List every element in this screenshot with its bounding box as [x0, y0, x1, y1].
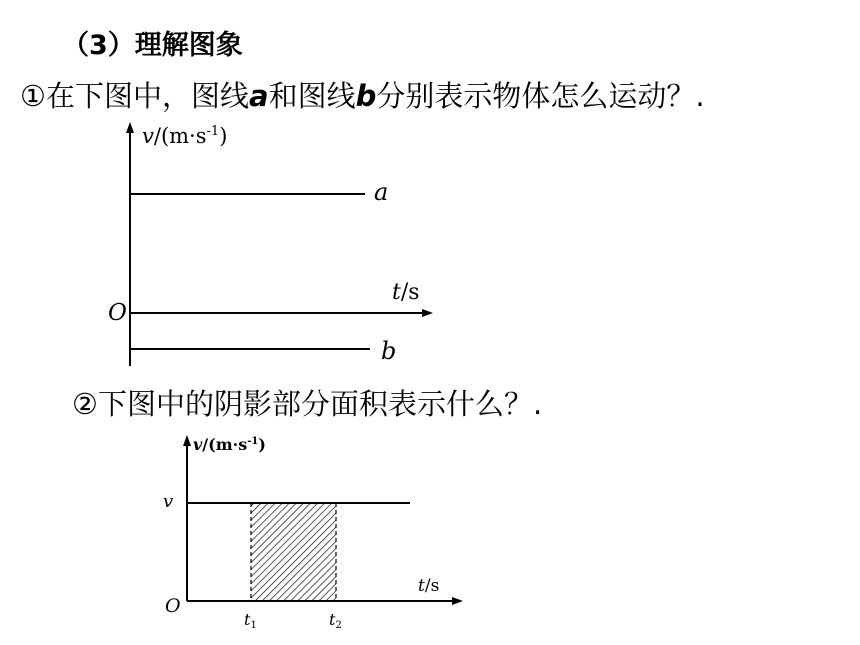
figure-1-origin-label: O — [108, 300, 127, 326]
figure-2-y-axis-label: $v/(m\cdot s^{-1})$ — [193, 435, 266, 454]
shaded-area — [251, 503, 336, 601]
figure-2-x-arrow — [452, 597, 463, 605]
t2-label: t2 — [329, 610, 342, 631]
line-b-ref: b — [355, 79, 377, 113]
label-b: b — [381, 337, 397, 365]
figure-2-origin-label: O — [165, 595, 181, 617]
t1-label: t1 — [244, 610, 257, 631]
line-a-ref: a — [249, 79, 269, 113]
label-a: a — [374, 178, 389, 206]
figure-1-y-axis-label: $v/(m\cdot s^{-1})$ — [142, 124, 228, 148]
question-1-middle: 和图线 — [268, 79, 356, 113]
section-heading: （3）理解图象 — [62, 30, 243, 61]
figure-2-y-arrow — [183, 435, 191, 446]
figure-2-x-axis-label: t/s — [418, 576, 440, 596]
question-1-prefix: ①在下图中，图线 — [20, 79, 249, 113]
v-value-label: v — [163, 491, 174, 512]
figure-1-x-axis-label: t/s — [392, 280, 420, 305]
question-1-suffix: 分别表示物体怎么运动？. — [376, 79, 705, 113]
question-2: ②下图中的阴影部分面积表示什么？. — [72, 387, 543, 421]
